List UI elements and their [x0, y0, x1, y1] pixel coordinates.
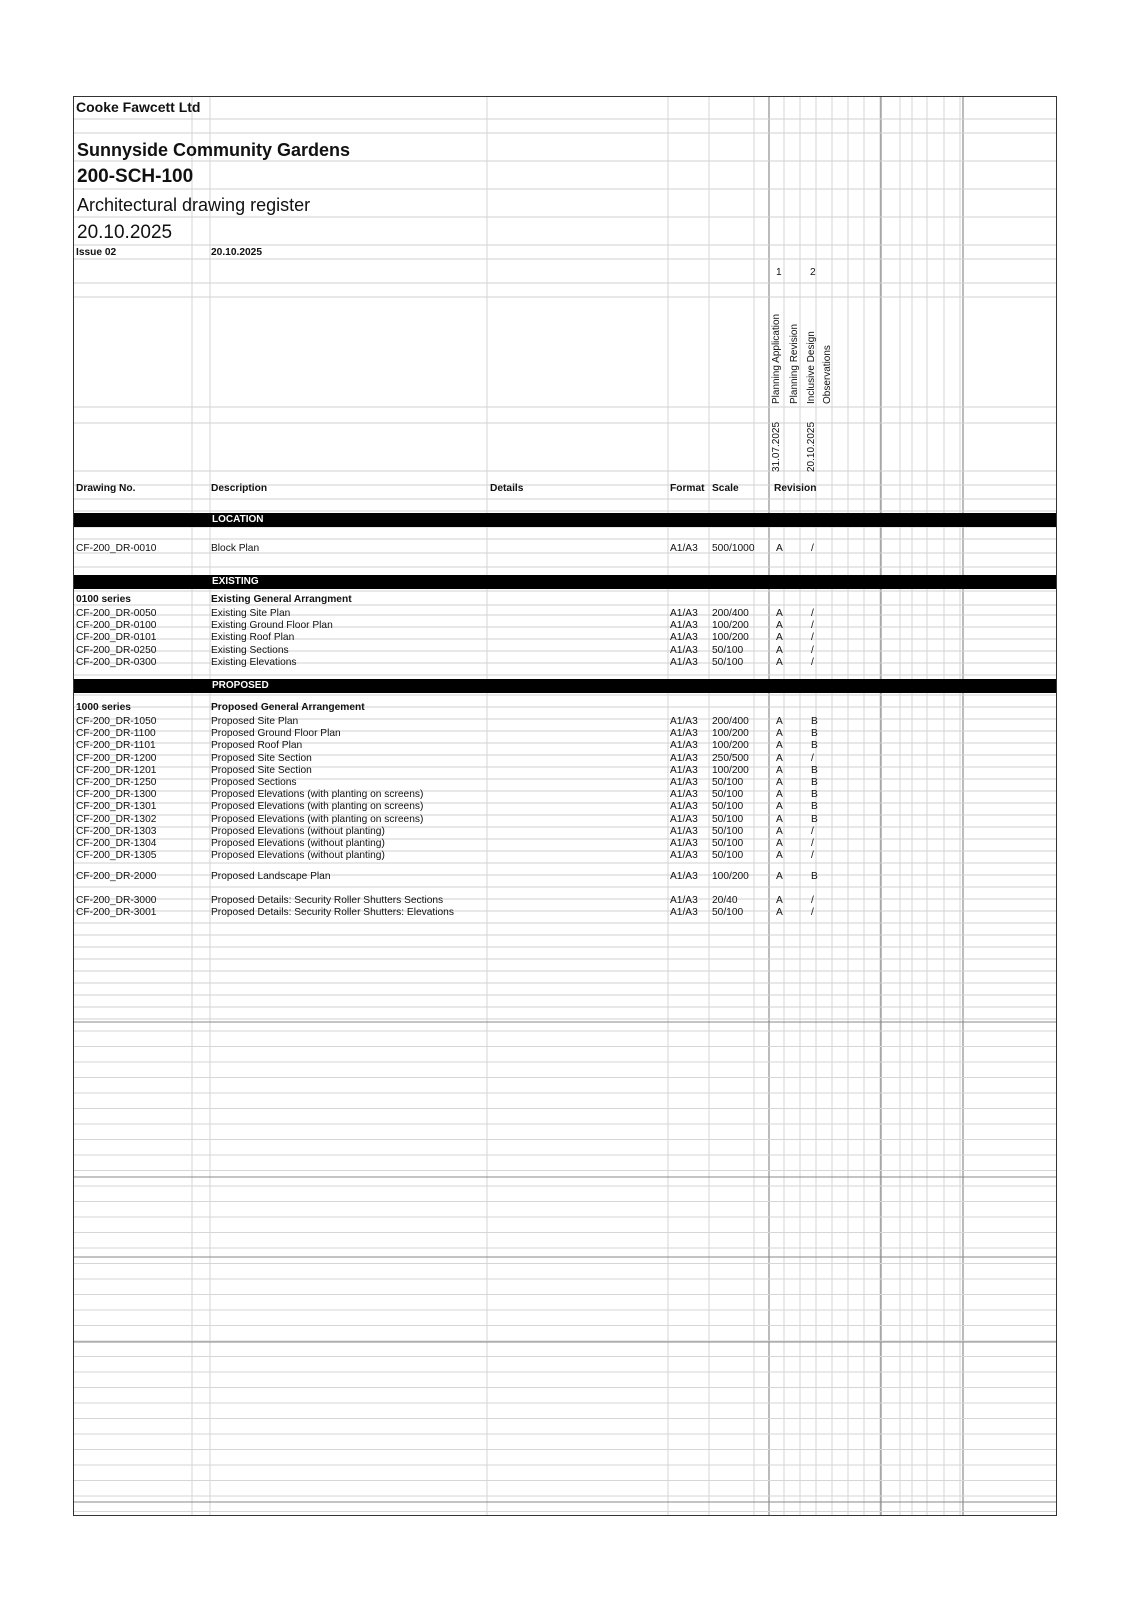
row-description: Existing Ground Floor Plan — [211, 620, 333, 632]
row-drawing-no: CF-200_DR-1303 — [76, 825, 157, 837]
row-format: A1/A3 — [670, 752, 698, 764]
row-revision-1: A — [776, 543, 783, 554]
issue-description-1: Planning Application — [771, 313, 782, 404]
row-scale: 200/400 — [712, 716, 749, 727]
row-format: A1/A3 — [670, 801, 698, 813]
row-drawing-no: CF-200_DR-0050 — [76, 608, 157, 619]
row-revision-1: A — [776, 825, 783, 837]
issue-label: Issue 02 — [76, 247, 117, 258]
section-band-location-label: LOCATION — [212, 514, 264, 525]
row-description: Existing Site Plan — [211, 608, 291, 619]
row-revision-2: B — [811, 728, 818, 740]
issue-date-2: 20.10.2025 — [806, 421, 817, 472]
col-header-format: Format — [670, 483, 705, 494]
row-revision-2: B — [811, 801, 818, 813]
row-revision-1: A — [776, 620, 783, 632]
row-drawing-no: CF-200_DR-0010 — [76, 543, 157, 554]
row-drawing-no: CF-200_DR-1304 — [76, 838, 157, 849]
row-revision-1: A — [776, 907, 783, 919]
row-revision-2: / — [811, 825, 814, 837]
issue-number-1: 1 — [776, 267, 782, 278]
row-description: Proposed Site Section — [211, 752, 312, 764]
row-scale: 50/100 — [712, 907, 744, 919]
row-drawing-no: CF-200_DR-1250 — [76, 777, 157, 788]
row-revision-1: A — [776, 764, 783, 776]
row-description: Proposed Sections — [211, 777, 297, 788]
row-drawing-no: CF-200_DR-1101 — [76, 740, 156, 752]
row-format: A1/A3 — [670, 632, 698, 644]
row-scale: 100/200 — [712, 728, 749, 740]
row-revision-1: A — [776, 813, 783, 825]
row-scale: 50/100 — [712, 656, 744, 668]
row-format: A1/A3 — [670, 620, 698, 632]
row-drawing-no: CF-200_DR-1200 — [76, 752, 157, 764]
row-format: A1/A3 — [670, 907, 698, 919]
row-format: A1/A3 — [670, 777, 698, 788]
row-format: A1/A3 — [670, 838, 698, 849]
row-drawing-no: CF-200_DR-1301 — [76, 801, 157, 813]
col-header-revision: Revision — [774, 483, 817, 494]
row-description: Proposed Details: Security Roller Shutters: Elevations — [211, 907, 454, 919]
row-revision-2: B — [811, 813, 818, 825]
row-revision-2: / — [811, 838, 814, 849]
row-description: Proposed Site Plan — [211, 716, 299, 727]
row-revision-2: B — [811, 789, 818, 801]
section-band-existing — [74, 575, 1056, 589]
row-drawing-no: CF-200_DR-1302 — [76, 813, 157, 825]
row-format: A1/A3 — [670, 813, 698, 825]
section-band-proposed-label: PROPOSED — [212, 680, 269, 691]
issue-description-3: Inclusive Design — [806, 331, 817, 404]
row-revision-2: B — [811, 716, 818, 727]
row-scale: 100/200 — [712, 632, 749, 644]
row-drawing-no: CF-200_DR-0250 — [76, 644, 157, 656]
col-header-scale: Scale — [712, 483, 739, 494]
row-drawing-no: CF-200_DR-1305 — [76, 850, 157, 862]
row-revision-2: / — [811, 907, 814, 919]
row-description: Existing Elevations — [211, 656, 297, 668]
row-scale: 50/100 — [712, 789, 744, 801]
series-heading-existing: 0100 series — [76, 594, 131, 605]
row-scale: 50/100 — [712, 825, 744, 837]
row-revision-1: A — [776, 752, 783, 764]
company-name: Cooke Fawcett Ltd — [76, 99, 201, 115]
row-scale: 200/400 — [712, 608, 749, 619]
row-drawing-no: CF-200_DR-3000 — [76, 895, 157, 906]
row-format: A1/A3 — [670, 895, 698, 906]
group-heading-proposed: Proposed General Arrangement — [211, 702, 365, 713]
row-revision-1: A — [776, 895, 783, 906]
row-scale: 250/500 — [712, 752, 749, 764]
row-description: Proposed Elevations (without planting) — [211, 825, 385, 837]
row-description: Proposed Elevations (with planting on screens) — [211, 789, 424, 801]
row-format: A1/A3 — [670, 656, 698, 668]
row-drawing-no: CF-200_DR-1201 — [76, 764, 157, 776]
row-format: A1/A3 — [670, 728, 698, 740]
row-revision-2: / — [811, 543, 814, 554]
row-drawing-no: CF-200_DR-1100 — [76, 728, 156, 740]
row-description: Block Plan — [211, 543, 260, 554]
row-description: Proposed Elevations (with planting on screens) — [211, 813, 424, 825]
row-format: A1/A3 — [670, 644, 698, 656]
row-revision-2: / — [811, 752, 814, 764]
row-scale: 500/1000 — [712, 543, 755, 554]
row-scale: 100/200 — [712, 764, 749, 776]
row-format: A1/A3 — [670, 764, 698, 776]
row-revision-2: B — [811, 764, 818, 776]
row-format: A1/A3 — [670, 789, 698, 801]
row-revision-2: / — [811, 620, 814, 632]
row-revision-2: / — [811, 850, 814, 862]
document-title: Architectural drawing register — [77, 195, 311, 215]
row-drawing-no: CF-200_DR-1300 — [76, 789, 157, 801]
row-revision-2: / — [811, 644, 814, 656]
series-heading-proposed: 1000 series — [76, 702, 131, 713]
row-revision-2: B — [811, 871, 818, 882]
issue-description-2: Planning Revision — [789, 323, 800, 404]
row-description: Existing Sections — [211, 644, 289, 656]
row-description: Proposed Landscape Plan — [211, 871, 331, 882]
section-band-existing-label: EXISTING — [212, 576, 259, 587]
document-date: 20.10.2025 — [77, 222, 173, 243]
row-description: Existing Roof Plan — [211, 632, 295, 644]
row-revision-1: A — [776, 728, 783, 740]
row-drawing-no: CF-200_DR-0100 — [76, 620, 157, 632]
group-heading-existing: Existing General Arrangment — [211, 594, 352, 605]
row-description: Proposed Elevations (without planting) — [211, 838, 385, 849]
row-revision-1: A — [776, 644, 783, 656]
row-description: Proposed Ground Floor Plan — [211, 728, 341, 740]
row-revision-1: A — [776, 608, 783, 619]
col-header-description: Description — [211, 483, 268, 494]
row-revision-1: A — [776, 801, 783, 813]
row-description: Proposed Roof Plan — [211, 740, 303, 752]
row-description: Proposed Details: Security Roller Shutters Sections — [211, 895, 444, 906]
row-scale: 50/100 — [712, 644, 744, 656]
project-name: Sunnyside Community Gardens — [77, 140, 351, 160]
row-scale: 100/200 — [712, 620, 749, 632]
row-scale: 100/200 — [712, 740, 749, 752]
row-revision-1: A — [776, 716, 783, 727]
row-revision-1: A — [776, 740, 783, 752]
row-revision-1: A — [776, 838, 783, 849]
drawing-register-sheet — [73, 96, 1057, 1516]
row-scale: 50/100 — [712, 801, 744, 813]
row-drawing-no: CF-200_DR-0101 — [76, 632, 157, 644]
row-revision-2: B — [811, 740, 818, 752]
col-header-drawing-no: Drawing No. — [76, 483, 136, 494]
issue-number-2: 2 — [810, 267, 816, 278]
row-revision-1: A — [776, 632, 783, 644]
issue-description-4: Observations — [822, 345, 833, 404]
row-format: A1/A3 — [670, 825, 698, 837]
row-scale: 50/100 — [712, 838, 744, 849]
row-revision-1: A — [776, 777, 783, 788]
col-header-details: Details — [490, 483, 524, 494]
row-revision-1: A — [776, 850, 783, 862]
section-band-location — [74, 513, 1056, 527]
row-revision-2: / — [811, 895, 814, 906]
row-scale: 50/100 — [712, 850, 744, 862]
row-drawing-no: CF-200_DR-3001 — [76, 907, 157, 919]
row-drawing-no: CF-200_DR-0300 — [76, 656, 157, 668]
row-revision-1: A — [776, 789, 783, 801]
row-description: Proposed Elevations (without planting) — [211, 850, 385, 862]
row-revision-2: / — [811, 656, 814, 668]
row-format: A1/A3 — [670, 716, 698, 727]
row-scale: 20/40 — [712, 895, 738, 906]
row-format: A1/A3 — [670, 871, 698, 882]
row-scale: 50/100 — [712, 777, 744, 788]
row-drawing-no: CF-200_DR-2000 — [76, 871, 157, 882]
row-scale: 100/200 — [712, 871, 749, 882]
row-revision-2: / — [811, 608, 814, 619]
row-revision-1: A — [776, 871, 783, 882]
document-code: 200-SCH-100 — [77, 166, 194, 187]
row-format: A1/A3 — [670, 740, 698, 752]
row-format: A1/A3 — [670, 608, 698, 619]
section-band-proposed — [74, 679, 1056, 693]
row-drawing-no: CF-200_DR-1050 — [76, 716, 157, 727]
issue-date-1: 31.07.2025 — [771, 421, 782, 472]
row-scale: 50/100 — [712, 813, 744, 825]
row-revision-2: / — [811, 632, 814, 644]
row-revision-1: A — [776, 656, 783, 668]
row-format: A1/A3 — [670, 543, 698, 554]
issue-date: 20.10.2025 — [211, 247, 262, 258]
row-revision-2: B — [811, 777, 818, 788]
row-description: Proposed Site Section — [211, 764, 312, 776]
row-description: Proposed Elevations (with planting on screens) — [211, 801, 424, 813]
row-format: A1/A3 — [670, 850, 698, 862]
